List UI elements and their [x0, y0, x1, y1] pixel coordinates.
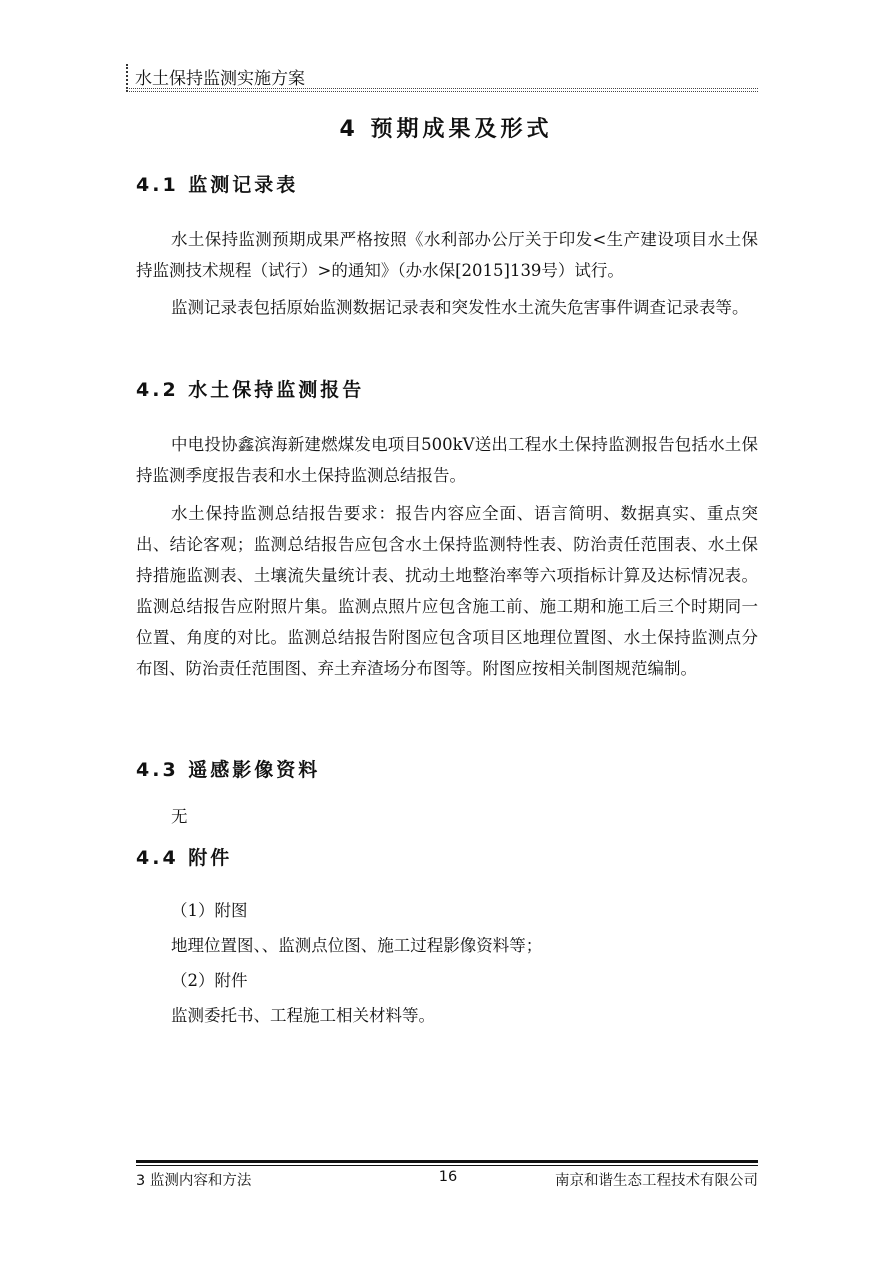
running-header-title: 水土保持监测实施方案 — [135, 69, 305, 89]
paragraph-4-1-record-tables: 监测记录表包括原始监测数据记录表和突发性水土流失危害事件调查记录表等。 — [171, 298, 749, 317]
section-heading-4-4: 4.4 附件 — [136, 847, 233, 869]
section-heading-4-1: 4.1 监测记录表 — [136, 174, 299, 196]
footer-company-name: 南京和谐生态工程技术有限公司 — [555, 1173, 758, 1189]
chapter-title: 4 预期成果及形式 — [339, 117, 553, 142]
attachment-item-1-label: （1）附图 — [171, 901, 248, 920]
footer-rule-thick — [136, 1160, 758, 1163]
attachment-item-1-text: 地理位置图、、监测点位图、施工过程影像资料等； — [171, 936, 543, 955]
paragraph-4-2-report-scope: 中电投协鑫滨海新建燃煤发电项目500kV送出工程水土保持监测报告包括水土保持监测季度报告表和水土保持监测总结报告。 — [136, 435, 758, 485]
footer-chapter-label: 3 监测内容和方法 — [136, 1173, 252, 1189]
page-number: 16 — [438, 1169, 458, 1185]
section-heading-4-3: 4.3 遥感影像资料 — [136, 759, 321, 781]
footer-rule-thin — [136, 1165, 758, 1166]
header-rule — [126, 88, 758, 89]
header-rule-secondary — [126, 91, 758, 92]
attachment-item-2-label: （2）附件 — [171, 971, 248, 990]
paragraph-4-1-standard: 水土保持监测预期成果严格按照《水利部办公厅关于印发<生产建设项目水土保持监测技术规程（试行）>的通知》（办水保[2015]139号）试行。 — [136, 230, 758, 280]
section-heading-4-2: 4.2 水土保持监测报告 — [136, 379, 365, 401]
remote-sensing-text: 无 — [171, 807, 188, 826]
paragraph-4-2-report-requirements: 水土保持监测总结报告要求：报告内容应全面、语言简明、数据真实、重点突出、结论客观；监测总结报告应包含水土保持监测特性表、防治责任范围表、水土保持措施监测表、土壤流失量统计表、扰动土地整治率等六项指标计算及达标情况表。监测总结报告应附照片集。监测点照片应包含施工前、施工期和施工后三个时期同一位置、角度的对比。监测总结报告附图应包含项目区地理位置图、水土保持监测点分布图、防治责任范围图、弃土弃渣场分布图等。附图应按相关制图规范编制。 — [136, 504, 758, 678]
attachment-item-2-text: 监测委托书、工程施工相关材料等。 — [171, 1006, 435, 1025]
running-header — [126, 60, 758, 92]
